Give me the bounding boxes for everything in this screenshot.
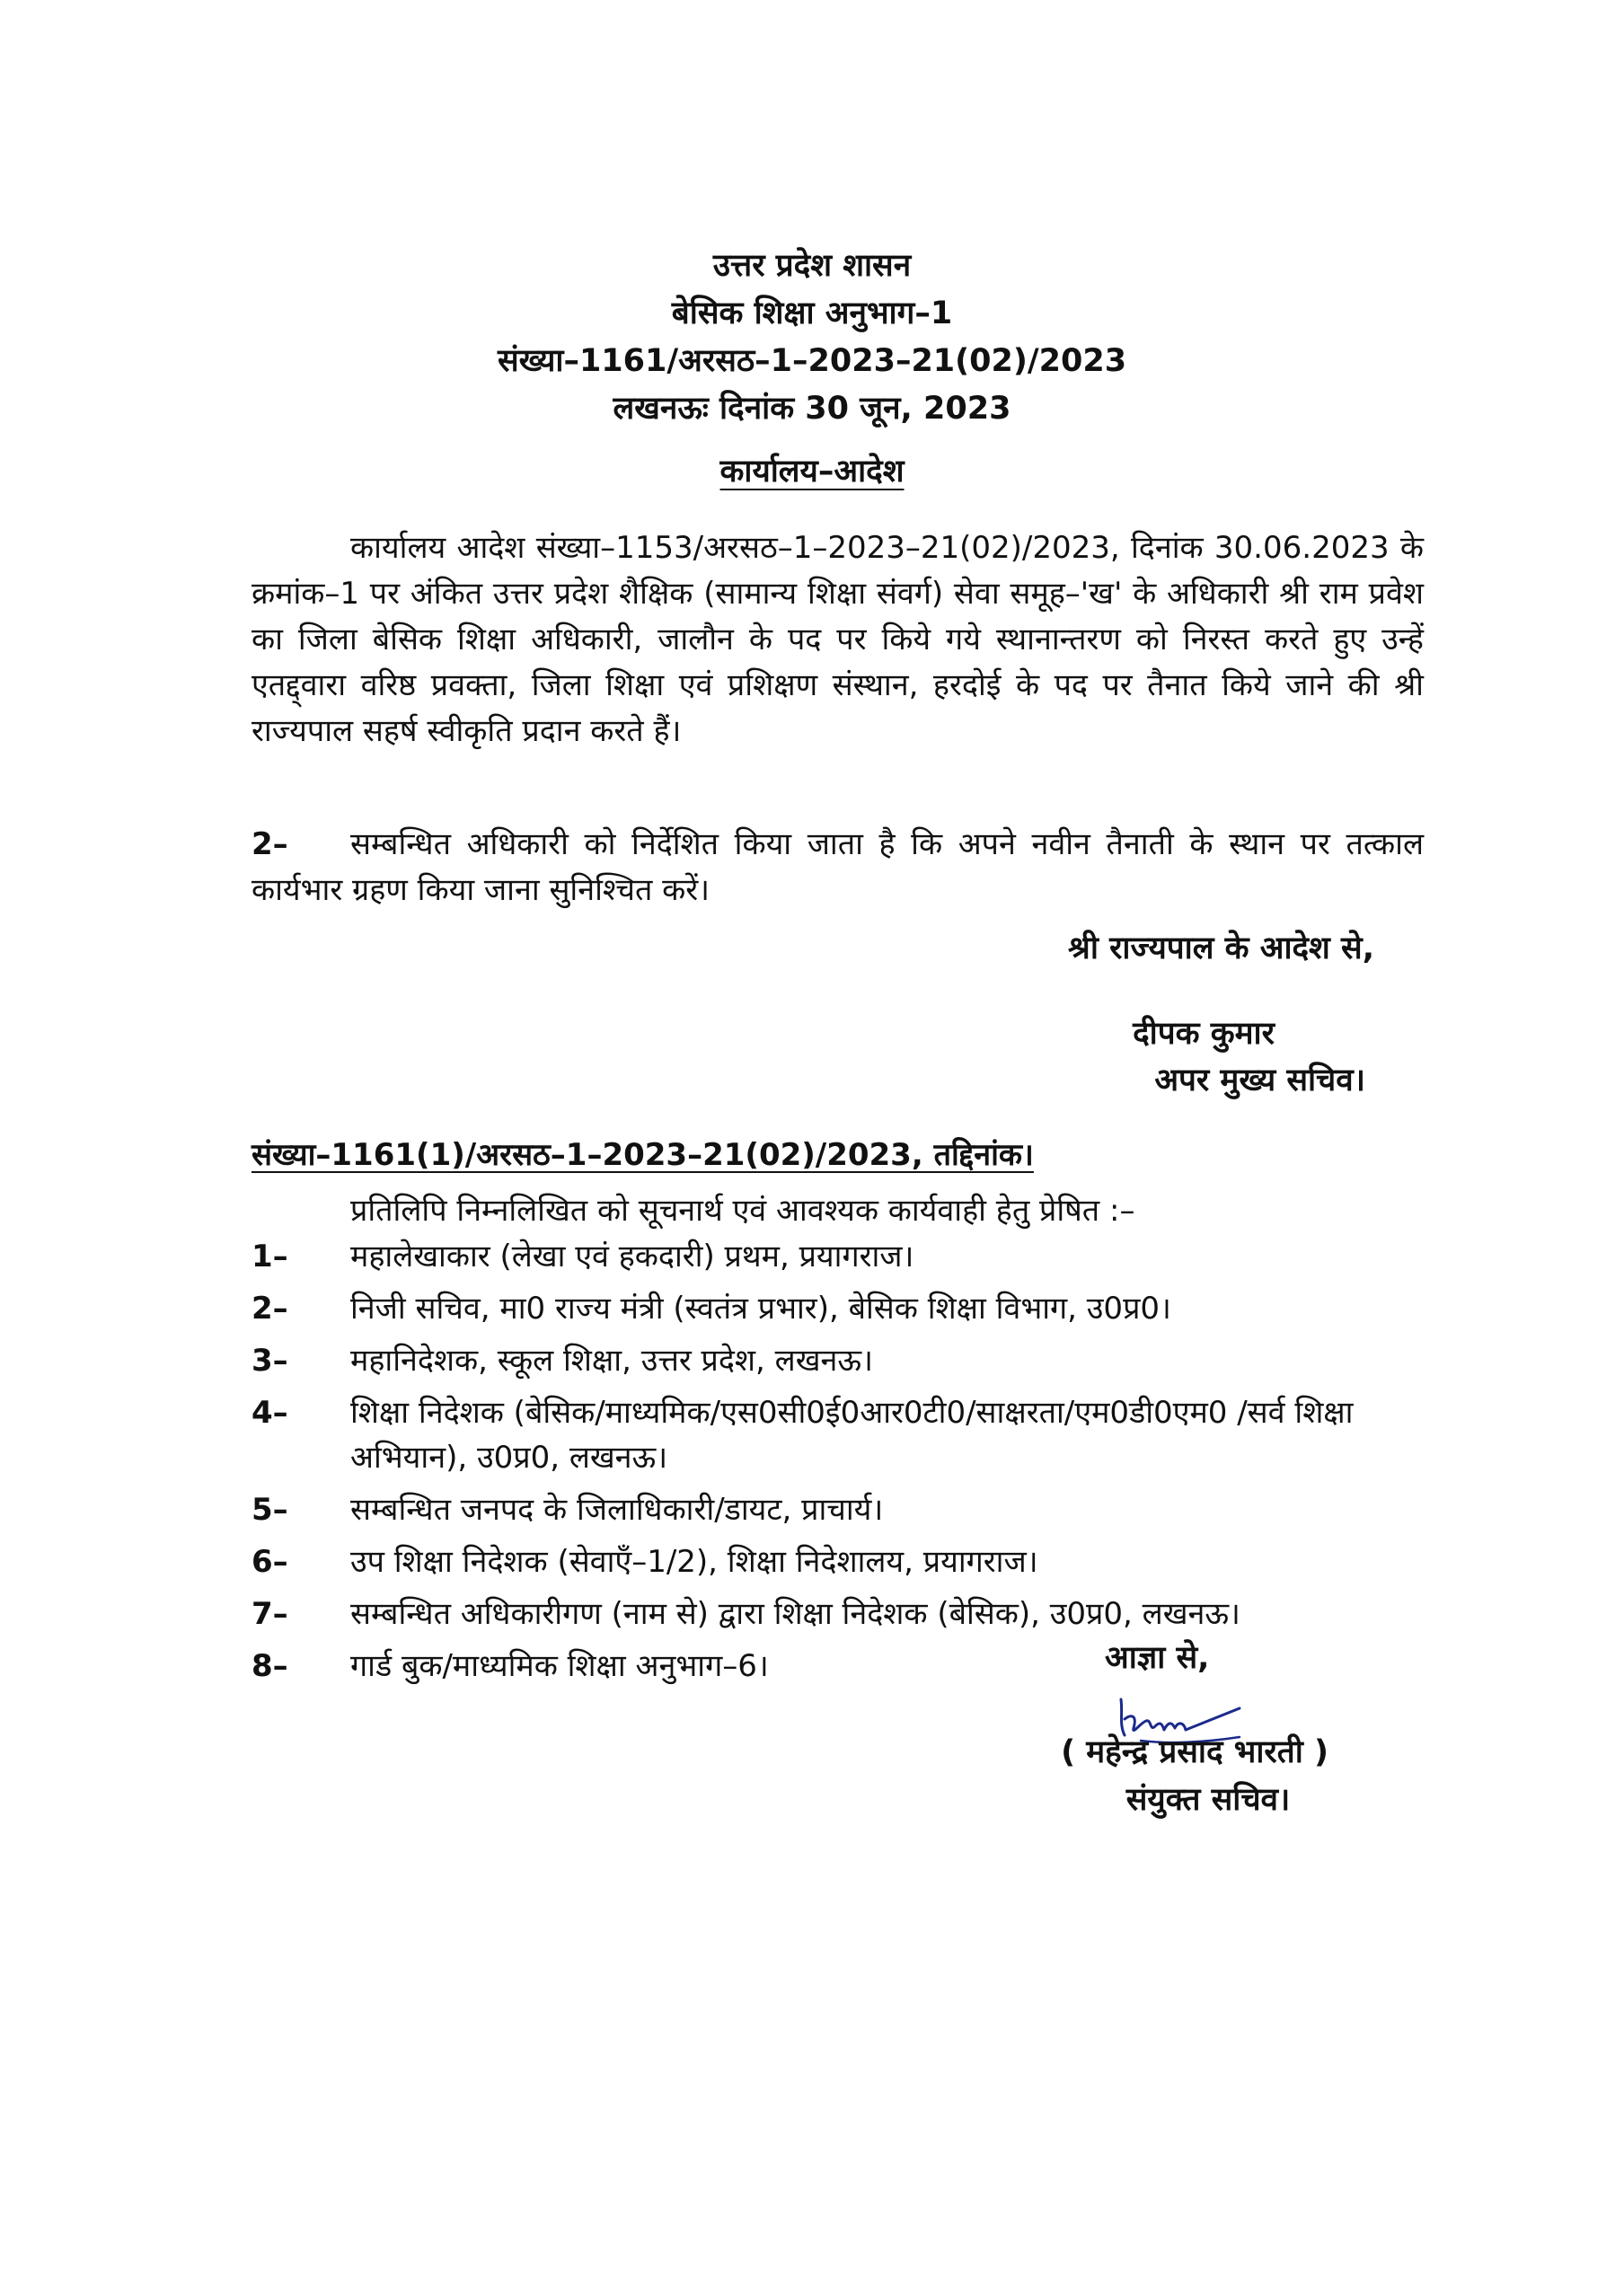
closing-by-order: आज्ञा से, <box>1105 1640 1210 1676</box>
copy-recipient-item <box>252 1234 1446 1279</box>
paragraph-2 <box>252 822 1424 913</box>
copy-recipient-number: 7– <box>252 1596 288 1632</box>
copy-recipient-text: निजी सचिव, मा0 राज्य मंत्री (स्वतंत्र प्रभार), बेसिक शिक्षा विभाग, उ0प्र0। <box>350 1291 1171 1327</box>
document-header <box>0 243 1624 433</box>
reference-number: संख्या–1161/अरसठ–1–2023–21(02)/2023 <box>497 343 1127 379</box>
copy-recipient-number: 4– <box>252 1395 288 1431</box>
paragraph-2-number: 2– <box>252 826 288 862</box>
copy-recipient-item <box>252 1390 1446 1480</box>
copy-recipient-item <box>252 1487 1446 1532</box>
copy-recipient-number: 8– <box>252 1648 288 1684</box>
copy-recipient-number: 5– <box>252 1492 288 1528</box>
by-order-line: श्री राज्यपाल के आदेश से, <box>1068 930 1374 966</box>
government-name: उत्तर प्रदेश शासन <box>712 248 912 284</box>
copy-recipient-item <box>252 1286 1446 1331</box>
paragraph-2-text: सम्बन्धित अधिकारी को निर्देशित किया जाता है कि अपने नवीन तैनाती के स्थान पर तत्काल कार्यभार ग्रहण किया जाना सुनिश्चित करें। <box>252 826 1424 908</box>
copy-reference-number: संख्या–1161(1)/अरसठ–1–2023–21(02)/2023, तद्दिनांक। <box>252 1137 1034 1173</box>
copy-recipient-list <box>252 1234 1446 1696</box>
copy-recipient-item <box>252 1539 1446 1584</box>
copy-recipient-number: 3– <box>252 1343 288 1379</box>
copy-recipient-number: 2– <box>252 1291 288 1327</box>
copy-recipient-text: महालेखाकार (लेखा एवं हकदारी) प्रथम, प्रयागराज। <box>350 1239 914 1274</box>
copy-recipient-number: 1– <box>252 1239 288 1274</box>
copy-recipient-item <box>252 1644 1446 1689</box>
copy-recipient-text: सम्बन्धित जनपद के जिलाधिकारी/डायट, प्राचार्य। <box>350 1492 884 1528</box>
copy-recipient-item <box>252 1338 1446 1383</box>
paragraph-1: कार्यालय आदेश संख्या–1153/अरसठ–1–2023–21(02)/2023, दिनांक 30.06.2023 के क्रमांक–1 पर अंकित उत्तर प्रदेश शैक्षिक (सामान्य शिक्षा संवर्ग) सेवा समूह–'ख' के अधिकारी श्री राम प्रवेश का जिला बेसिक शिक्षा अधिकारी, जालौन के पद पर किये गये स्थानान्तरण को निरस्त करते हुए उन्हें एतद्द्वारा वरिष्ठ प्रवक्ता, जिला शिक्षा एवं प्रशिक्षण संस्थान, हरदोई के पद पर तैनात किये जाने की श्री राज्यपाल सहर्ष स्वीकृति प्रदान करते हैं। <box>252 530 1424 749</box>
signatory-block-1 <box>1033 1010 1374 1104</box>
copy-recipient-text: महानिदेशक, स्कूल शिक्षा, उत्तर प्रदेश, लखनऊ। <box>350 1343 873 1379</box>
copy-recipient-text: उप शिक्षा निदेशक (सेवाएँ–1/2), शिक्षा निदेशालय, प्रयागराज। <box>350 1544 1038 1580</box>
signatory-2-name: ( महेन्द्र प्रसाद भारती ) <box>1061 1734 1328 1770</box>
copy-recipient-number: 6– <box>252 1544 288 1580</box>
signatory-2-designation: संयुक्त सचिव। <box>1125 1782 1291 1818</box>
signatory-1-designation: अपर मुख्य सचिव। <box>1154 1063 1365 1098</box>
copy-recipient-text: गार्ड बुक/माध्यमिक शिक्षा अनुभाग–6। <box>350 1648 769 1684</box>
department-section: बेसिक शिक्षा अनुभाग–1 <box>671 295 953 331</box>
order-title <box>0 449 1624 494</box>
order-title-text: कार्यालय–आदेश <box>719 454 905 489</box>
signatory-block-2 <box>1024 1729 1365 1824</box>
copy-recipient-text: सम्बन्धित अधिकारीगण (नाम से) द्वारा शिक्षा निदेशक (बेसिक), उ0प्र0, लखनऊ। <box>350 1596 1240 1632</box>
copy-recipient-text: शिक्षा निदेशक (बेसिक/माध्यमिक/एस0सी0ई0आर0टी0/साक्षरता/एम0डी0एम0 /सर्व शिक्षा अभियान), उ0प्र0, लखनऊ। <box>350 1395 1354 1476</box>
signatory-1-name: दीपक कुमार <box>1133 1016 1275 1052</box>
copy-recipient-item <box>252 1592 1446 1636</box>
place-date: लखनऊः दिनांक 30 जून, 2023 <box>613 391 1011 427</box>
copy-intro: प्रतिलिपि निम्नलिखित को सूचनार्थ एवं आवश्यक कार्यवाही हेतु प्रेषित :– <box>350 1193 1135 1229</box>
